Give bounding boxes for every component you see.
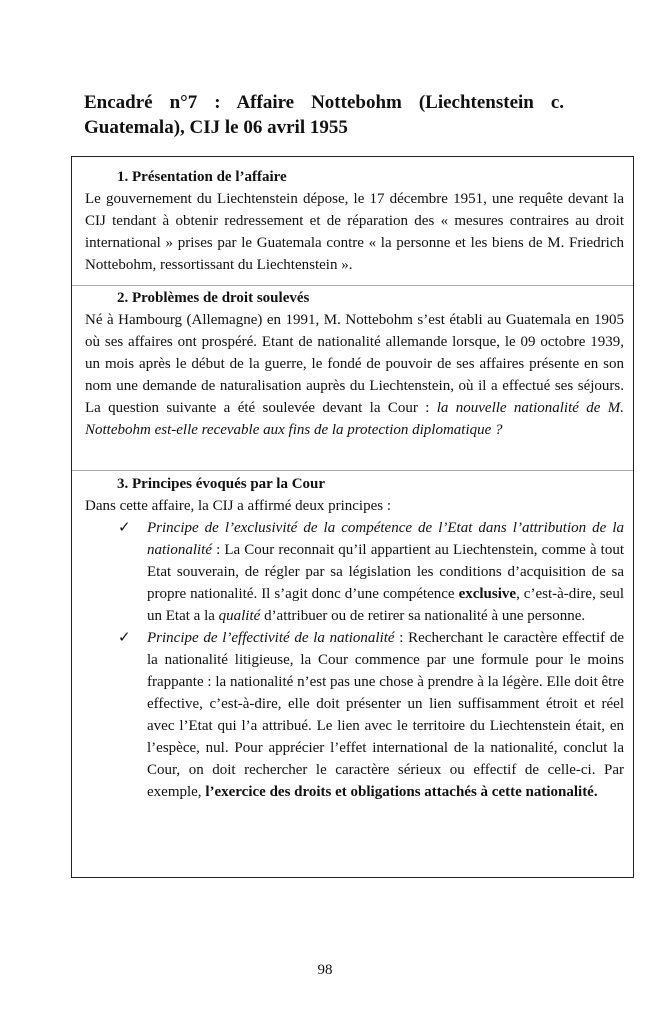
section-text	[85, 309, 624, 441]
principle-text: d’attribuer ou de retirer sa nationalité à une personne.	[260, 608, 586, 624]
case-box	[71, 156, 634, 878]
section-divider	[72, 470, 633, 471]
checkmark-icon: ✓	[118, 630, 131, 646]
section-principles	[85, 473, 624, 803]
box-title: Encadré n°7 : Affaire Nottebohm (Liechtenstein c. Guatemala), CIJ le 06 avril 1955	[84, 92, 564, 138]
principle-item	[85, 627, 624, 803]
section-heading: 3. Principes évoqués par la Cour	[117, 476, 326, 492]
principle-title: Principe de l’effectivité de la nationalité	[147, 630, 395, 646]
section-heading: 2. Problèmes de droit soulevés	[117, 290, 310, 306]
problem-text: Né à Hambourg (Allemagne) en 1991, M. Nottebohm s’est établi au Guatemala en 1905 où ses affaires ont prospéré. Etant de nationalité allemande lorsque, le 09 octobre 1939, un mois après le début de la guerre, le fondé de pouvoir de ses affaires présente en son nom une demande de naturalisation auprès du Liechtenstein, où il a effectué ses séjours. La question suivante a été soulevée devant la Cour :	[85, 312, 624, 416]
legal-question: la nouvelle nationalité de M. Nottebohm est-elle recevable aux fins de la protection diplomatique ?	[85, 400, 625, 438]
principle-bold: exclusive	[458, 586, 517, 602]
principle-item	[85, 517, 624, 627]
section-divider	[72, 285, 633, 286]
principle-title: Principe de l’exclusivité de la compétence de l’Etat dans l’attribution de la nationalité	[147, 520, 624, 558]
section-presentation	[85, 166, 624, 276]
checkmark-icon: ✓	[118, 520, 131, 536]
principle-italic: qualité	[218, 608, 261, 624]
section-text: Le gouvernement du Liechtenstein dépose, le 17 décembre 1951, une requête devant la CIJ tendant à obtenir redressement et de réparation des « mesures contraires au droit international » prises par le Guatemala contre « la personne et les biens de M. Friedrich Nottebohm, ressortissant du Liechtenstein ».	[85, 191, 624, 273]
principle-text: : Recherchant le caractère effectif de la nationalité litigieuse, la Cour commence par une formule pour le moins frappante : la nationalité n’est pas une chose à prendre à la légère. Elle doit être effective, c’est-à-dire, elle doit présenter un lien suffisamment étroit et réel avec l’Etat qui l’a attribué. Le lien avec le territoire du Liechtenstein était, en l’espèce, nul. Pour apprécier l’effet international de la nationalité, conclut la Cour, on doit rechercher le caractère sérieux ou effectif de celle-ci. Par exemple,	[147, 630, 624, 800]
section-intro: Dans cette affaire, la CIJ a affirmé deux principes :	[85, 498, 391, 514]
principle-text: , c’est-à-dire, seul un Etat a la	[147, 586, 624, 624]
section-heading: 1. Présentation de l’affaire	[117, 169, 287, 185]
section-legal-problems	[85, 287, 624, 441]
principle-text: : La Cour reconnait qu’il appartient au Liechtenstein, comme à tout Etat souverain, de régler par sa législation les conditions d’acquisition de sa propre nationalité. Il s’agit donc d’une compétence	[147, 542, 624, 602]
principle-bold: l’exercice des droits et obligations attachés à cette nationalité.	[205, 784, 598, 800]
page-number: 98	[317, 962, 333, 978]
